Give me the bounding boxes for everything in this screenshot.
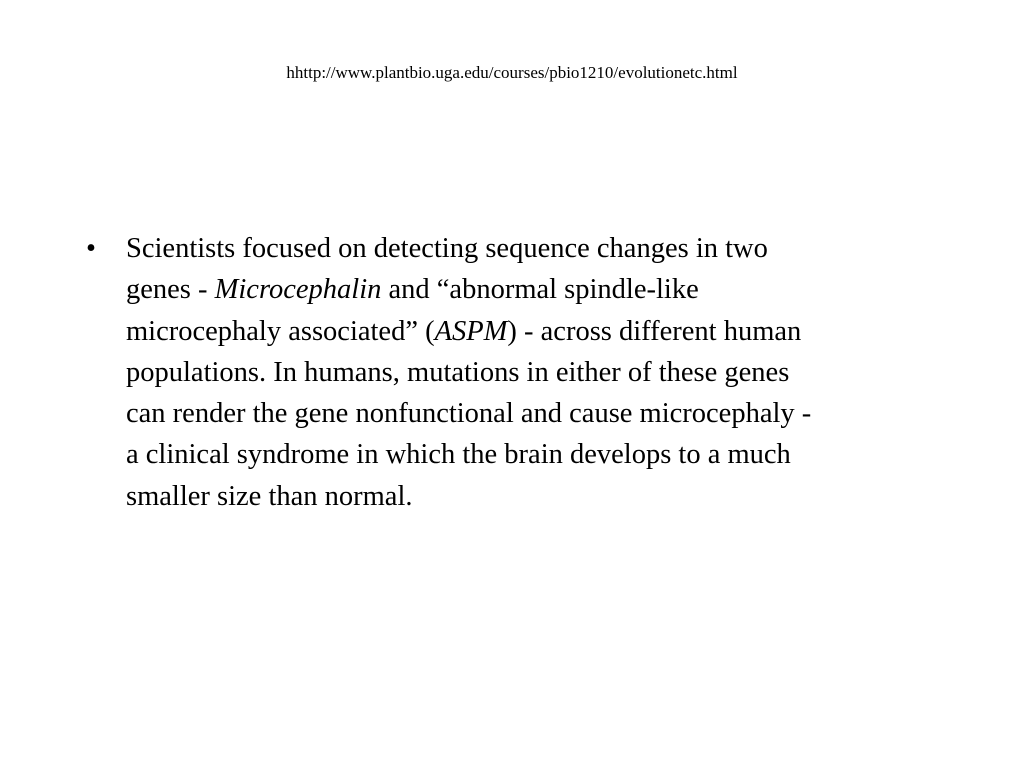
bullet-line-3 [126,311,966,352]
bullet-marker: • [86,233,96,264]
gene-name-aspm: ASPM [434,315,508,347]
bullet-list [86,228,966,517]
bullet-line-5: can render the gene nonfunctional and cause microcephaly - [126,398,812,430]
gene-name-microcephalin: Microcephalin [214,274,382,306]
bullet-line-4: populations. In humans, mutations in either of these genes [126,356,790,388]
bullet-item [86,228,966,517]
bullet-line-3-start: microcephaly associated” ( [126,315,435,347]
bullet-line-7: smaller size than normal. [126,480,413,512]
bullet-text [126,228,966,517]
bullet-line-3-end: ) - across different human [507,315,802,347]
bullet-line-2 [126,269,966,310]
bullet-line-2-end: and “abnormal spindle-like [381,274,699,306]
bullet-line-2-start: genes - [126,274,215,306]
slide-title: hhttp://www.plantbio.uga.edu/courses/pbio1210/evolutionetc.html [286,63,738,82]
bullet-line-6: a clinical syndrome in which the brain develops to a much [126,439,791,471]
bullet-line-1: Scientists focused on detecting sequence changes in two [126,233,768,264]
